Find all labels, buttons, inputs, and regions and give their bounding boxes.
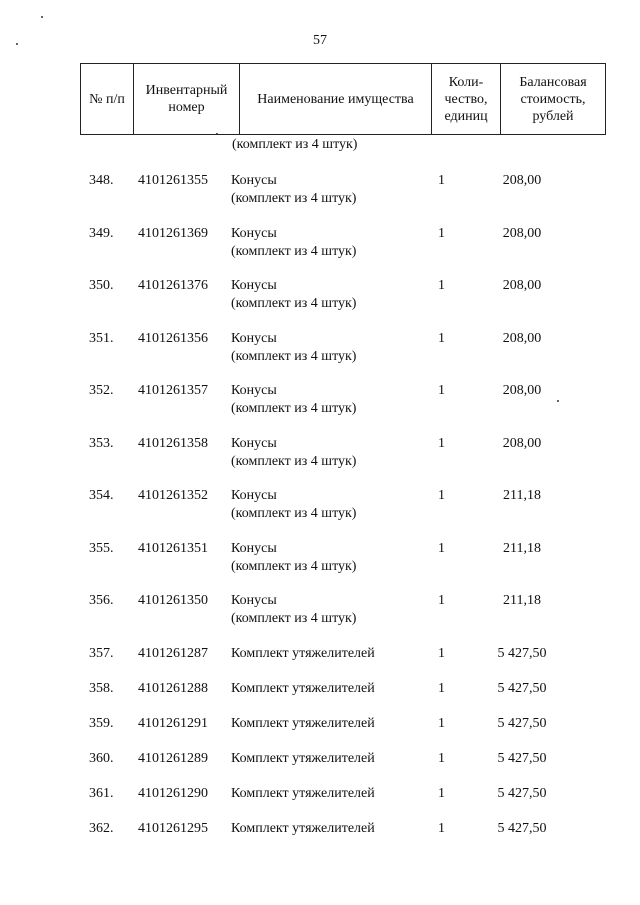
row-number: 361. (89, 786, 114, 801)
item-quantity: 1 (438, 716, 445, 731)
item-name (231, 785, 375, 803)
item-name-main: Конусы (231, 593, 277, 608)
item-name-main: Комплект утяжелителей (231, 681, 375, 696)
continued-text: (комплект из 4 штук) (232, 137, 358, 152)
item-value: 5 427,50 (497, 681, 547, 696)
item-name-main: Комплект утяжелителей (231, 821, 375, 836)
item-name (231, 487, 356, 523)
item-name-main: Конусы (231, 173, 277, 188)
item-value: 5 427,50 (497, 786, 547, 801)
row-number: 351. (89, 331, 114, 346)
item-name-sub: (комплект из 4 штук) (231, 559, 357, 574)
item-name-main: Конусы (231, 488, 277, 503)
item-quantity: 1 (438, 278, 445, 293)
inventory-number: 4101261287 (138, 646, 208, 661)
header-qty: Коли-чество, единиц (432, 64, 501, 135)
item-name-sub: (комплект из 4 штук) (231, 244, 357, 259)
item-name-sub: (комплект из 4 штук) (231, 191, 357, 206)
inventory-number: 4101261351 (138, 541, 208, 556)
row-number: 353. (89, 436, 114, 451)
row-number: 357. (89, 646, 114, 661)
inventory-number: 4101261291 (138, 716, 208, 731)
item-quantity: 1 (438, 541, 445, 556)
inventory-number: 4101261355 (138, 173, 208, 188)
page-number: 57 (313, 33, 327, 48)
inventory-number: 4101261289 (138, 751, 208, 766)
row-number: 350. (89, 278, 114, 293)
item-value: 208,00 (502, 278, 542, 293)
item-name (231, 330, 356, 366)
item-quantity: 1 (438, 226, 445, 241)
row-number: 358. (89, 681, 114, 696)
inventory-number: 4101261290 (138, 786, 208, 801)
item-name (231, 680, 375, 698)
row-number: 360. (89, 751, 114, 766)
item-name (231, 820, 375, 838)
item-value: 211,18 (503, 593, 541, 608)
item-name-main: Комплект утяжелителей (231, 716, 375, 731)
row-number: 355. (89, 541, 114, 556)
inventory-number: 4101261356 (138, 331, 208, 346)
inventory-number: 4101261352 (138, 488, 208, 503)
row-number: 348. (89, 173, 114, 188)
item-name-main: Комплект утяжелителей (231, 786, 375, 801)
item-name-main: Конусы (231, 331, 277, 346)
row-number: 349. (89, 226, 114, 241)
item-value: 208,00 (502, 173, 542, 188)
item-name (231, 540, 356, 576)
item-quantity: 1 (438, 436, 445, 451)
item-name (231, 592, 356, 628)
item-quantity: 1 (438, 488, 445, 503)
inventory-number: 4101261376 (138, 278, 208, 293)
item-value: 5 427,50 (497, 821, 547, 836)
item-quantity: 1 (438, 173, 445, 188)
item-name (231, 435, 356, 471)
item-quantity: 1 (438, 751, 445, 766)
inventory-number: 4101261357 (138, 383, 208, 398)
item-name-main: Конусы (231, 226, 277, 241)
header-inventory: Инвентарный номер (134, 64, 240, 135)
item-name (231, 382, 356, 418)
inventory-number: 4101261358 (138, 436, 208, 451)
row-number: 352. (89, 383, 114, 398)
item-name (231, 225, 356, 261)
item-name (231, 172, 356, 208)
item-name-main: Конусы (231, 278, 277, 293)
item-name-main: Конусы (231, 436, 277, 451)
inventory-number: 4101261288 (138, 681, 208, 696)
inventory-number: 4101261295 (138, 821, 208, 836)
header-name: Наименование имущества (240, 64, 432, 135)
item-quantity: 1 (438, 681, 445, 696)
item-quantity: 1 (438, 383, 445, 398)
item-name-main: Комплект утяжелителей (231, 646, 375, 661)
row-number: 354. (89, 488, 114, 503)
item-name-main: Конусы (231, 383, 277, 398)
item-quantity: 1 (438, 331, 445, 346)
item-quantity: 1 (438, 593, 445, 608)
item-value: 5 427,50 (497, 716, 547, 731)
header-num: № п/п (81, 64, 134, 135)
row-number: 359. (89, 716, 114, 731)
item-value: 211,18 (503, 541, 541, 556)
item-value: 208,00 (502, 436, 542, 451)
item-value: 208,00 (502, 383, 542, 398)
row-number: 356. (89, 593, 114, 608)
item-name-main: Комплект утяжелителей (231, 751, 375, 766)
item-value: 5 427,50 (497, 646, 547, 661)
item-name-sub: (комплект из 4 штук) (231, 401, 357, 416)
item-quantity: 1 (438, 821, 445, 836)
item-name (231, 277, 356, 313)
item-quantity: 1 (438, 646, 445, 661)
item-name (231, 750, 375, 768)
item-name-sub: (комплект из 4 штук) (231, 506, 357, 521)
inventory-number: 4101261350 (138, 593, 208, 608)
item-name (231, 645, 375, 663)
header-value: Балансовая стоимость, рублей (501, 64, 606, 135)
item-value: 5 427,50 (497, 751, 547, 766)
row-number: 362. (89, 821, 114, 836)
inventory-number: 4101261369 (138, 226, 208, 241)
item-value: 211,18 (503, 488, 541, 503)
item-quantity: 1 (438, 786, 445, 801)
item-name-sub: (комплект из 4 штук) (231, 611, 357, 626)
item-name (231, 715, 375, 733)
item-value: 208,00 (502, 226, 542, 241)
item-name-sub: (комплект из 4 штук) (231, 296, 357, 311)
item-name-main: Конусы (231, 541, 277, 556)
item-value: 208,00 (502, 331, 542, 346)
item-name-sub: (комплект из 4 штук) (231, 349, 357, 364)
item-name-sub: (комплект из 4 штук) (231, 454, 357, 469)
